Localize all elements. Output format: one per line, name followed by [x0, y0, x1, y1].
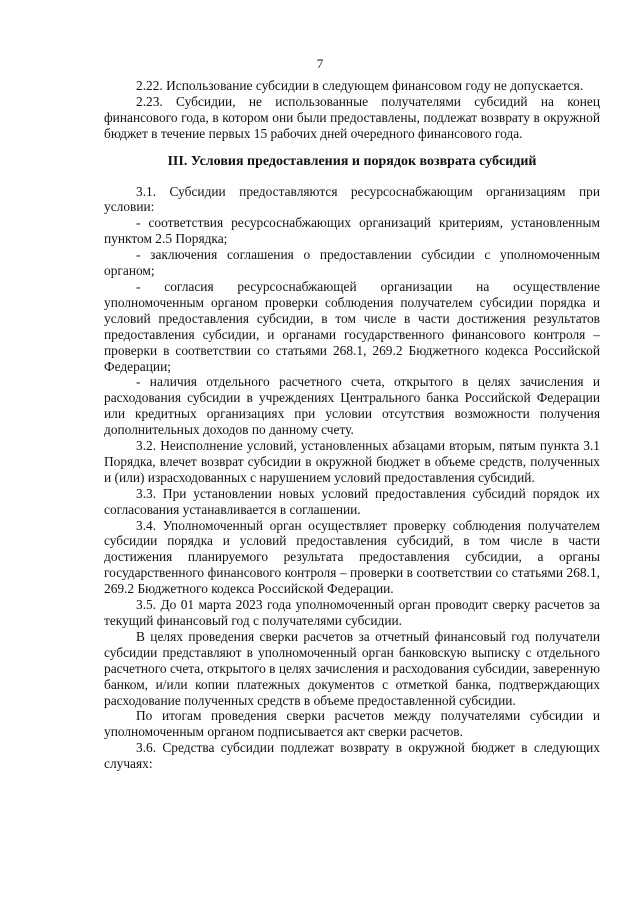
page-number: 7 [316, 56, 324, 71]
paragraph-3-5: 3.5. До 01 марта 2023 года уполномоченный орган проводит сверку расчетов за текущий финансовый год с получателями субсидии. [104, 597, 600, 628]
paragraph-3-3: 3.3. При установлении новых условий предоставления субсидий порядок их согласования устанавливается в соглашении. [104, 485, 600, 517]
document-body [104, 78, 600, 772]
paragraph-2-23: 2.23. Субсидии, не использованные получателями субсидий на конец финансового года, в котором они были предоставлены, подлежат возврату в окружной бюджет в течение первых 15 рабочих дней очередного финансового года. [104, 93, 600, 141]
paragraph-2-22: 2.22. Использование субсидии в следующем финансовом году не допускается. [136, 78, 584, 93]
condition-item-4: - наличия отдельного расчетного счета, открытого в целях зачисления и расходования субсидии в учреждениях Центрального банка Российской Федерации или кредитных организациях при условии отсутствия возможности получения дополнительных доходов по данному счету. [104, 374, 600, 438]
condition-item-1: - соответствия ресурсоснабжающих организаций критериям, установленным пунктом 2.5 Порядка; [104, 215, 600, 247]
paragraph-3-1: 3.1. Субсидии предоставляются ресурсоснабжающим организациям при условии: [104, 183, 600, 215]
paragraph-3-5-act: По итогам проведения сверки расчетов между получателями субсидии и уполномоченным органом подписывается акт сверки расчетов. [104, 708, 600, 740]
section-heading: III. Условия предоставления и порядок возврата субсидий [167, 153, 537, 169]
condition-item-2: - заключения соглашения о предоставлении субсидии с уполномоченным органом; [104, 247, 600, 279]
paragraph-3-6: 3.6. Средства субсидии подлежат возврату в окружной бюджет в следующих случаях: [104, 740, 600, 772]
paragraph-3-4: 3.4. Уполномоченный орган осуществляет проверку соблюдения получателем субсидии порядка и условий предоставления субсидий, в том числе в части достижения планируемого результата предоставления субсидии, а органы государственного финансового контроля – проверки в соответствии со статьями 268.1, 269.2 Бюджетного кодекса Российской Федерации. [104, 517, 600, 597]
paragraph-3-2: 3.2. Неисполнение условий, установленных абзацами вторым, пятым пункта 3.1 Порядка, влечет возврат субсидии в окружной бюджет в объеме средств, полученных и (или) израсходованных с нарушением условий предоставления субсидий. [104, 438, 600, 485]
paragraph-3-5-reconciliation: В целях проведения сверки расчетов за отчетный финансовый год получатели субсидии представляют в уполномоченный орган банковскую выписку с отдельного расчетного счета, открытого в целях зачисления и расходования субсидии, заверенную банком, и/или копии платежных документов с отметкой банка, подтверждающих расходование полученных средств в объеме предоставленной субсидии. [104, 628, 600, 708]
condition-item-3: - согласия ресурсоснабжающей организации на осуществление уполномоченным органом проверки соблюдения получателем субсидии порядка и условий предоставления субсидии, в том числе в части достижения результатов предоставления субсидии, и органами государственного финансового контроля – проверки в соответствии со статьями 268.1, 269.2 Бюджетного кодекса Российской Федерации; [104, 278, 600, 374]
